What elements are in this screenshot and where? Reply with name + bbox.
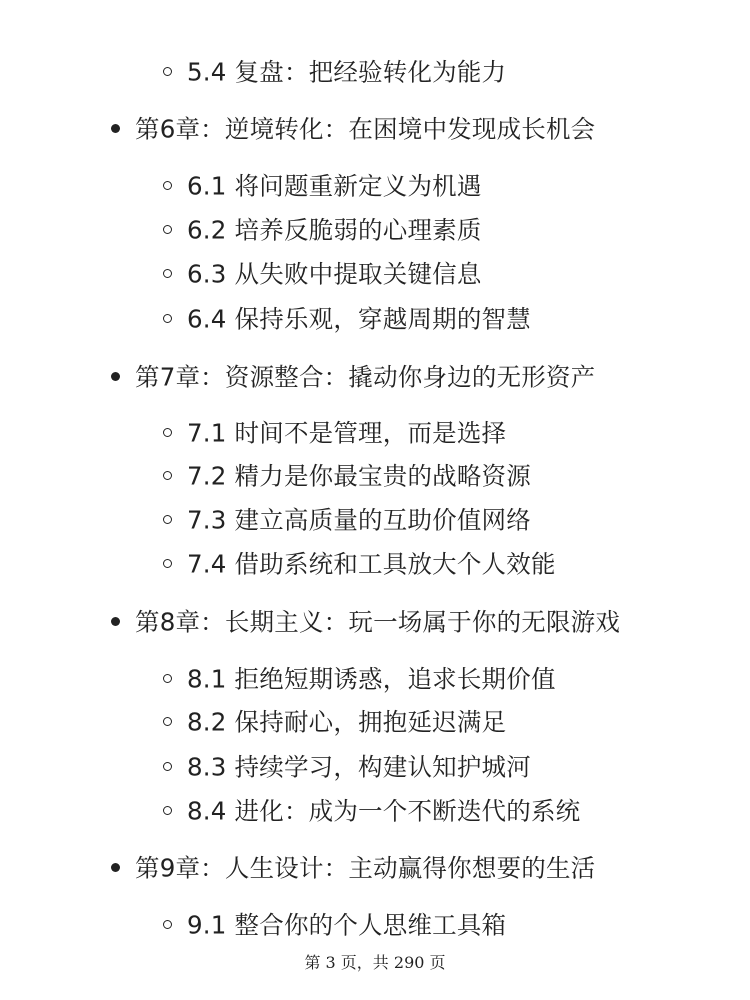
toc-chapter-label: 第8章：长期主义：玩一场属于你的无限游戏 (135, 607, 621, 637)
toc-section-9-1 (0, 907, 506, 942)
circle-bullet-icon (163, 314, 172, 323)
toc-section-label: 7.2 精力是你最宝贵的战略资源 (187, 461, 531, 491)
toc-chapter-8 (0, 604, 620, 639)
toc-section-label: 8.2 保持耐心，拥抱延迟满足 (187, 707, 507, 737)
toc-section-label: 6.3 从失败中提取关键信息 (187, 259, 482, 289)
toc-section-label: 6.1 将问题重新定义为机遇 (187, 171, 482, 201)
toc-section-7-2 (0, 458, 531, 493)
toc-section-label: 7.1 时间不是管理，而是选择 (187, 418, 507, 448)
circle-bullet-icon (163, 515, 172, 524)
toc-section-label: 6.2 培养反脆弱的心理素质 (187, 215, 482, 245)
page-number-label: 第 3 页，共 290 页 (304, 953, 446, 972)
toc-section-label: 8.4 进化：成为一个不断迭代的系统 (187, 796, 581, 826)
toc-section-6-3 (0, 256, 482, 291)
disc-bullet-icon (111, 372, 120, 381)
toc-section-8-3 (0, 749, 531, 784)
toc-section-label: 6.4 保持乐观，穿越周期的智慧 (187, 304, 531, 334)
circle-bullet-icon (163, 806, 172, 815)
toc-section-8-4 (0, 793, 580, 828)
page-footer (0, 950, 750, 973)
circle-bullet-icon (163, 269, 172, 278)
circle-bullet-icon (163, 762, 172, 771)
toc-section-6-2 (0, 212, 482, 247)
circle-bullet-icon (163, 471, 172, 480)
circle-bullet-icon (163, 559, 172, 568)
toc-chapter-6 (0, 111, 595, 146)
toc-section-6-1 (0, 168, 482, 203)
toc-section-label: 8.1 拒绝短期诱惑，追求长期价值 (187, 664, 556, 694)
toc-section-label: 7.4 借助系统和工具放大个人效能 (187, 549, 556, 579)
toc-chapter-label: 第6章：逆境转化：在困境中发现成长机会 (135, 114, 596, 144)
circle-bullet-icon (163, 225, 172, 234)
disc-bullet-icon (111, 863, 120, 872)
circle-bullet-icon (163, 181, 172, 190)
circle-bullet-icon (163, 428, 172, 437)
toc-section-8-1 (0, 661, 556, 696)
circle-bullet-icon (163, 717, 172, 726)
toc-section-6-4 (0, 301, 531, 336)
toc-section-7-4 (0, 546, 556, 581)
toc-chapter-label: 第7章：资源整合：撬动你身边的无形资产 (135, 362, 596, 392)
circle-bullet-icon (163, 674, 172, 683)
disc-bullet-icon (111, 617, 120, 626)
toc-chapter-9 (0, 850, 595, 885)
circle-bullet-icon (163, 67, 172, 76)
toc-section-label: 5.4 复盘：把经验转化为能力 (187, 57, 507, 87)
toc-section-7-1 (0, 415, 506, 450)
disc-bullet-icon (111, 124, 120, 133)
toc-section-5-4 (0, 54, 506, 89)
toc-section-label: 9.1 整合你的个人思维工具箱 (187, 910, 507, 940)
toc-section-label: 8.3 持续学习，构建认知护城河 (187, 752, 531, 782)
circle-bullet-icon (163, 920, 172, 929)
toc-section-8-2 (0, 704, 506, 739)
toc-chapter-label: 第9章：人生设计：主动赢得你想要的生活 (135, 853, 596, 883)
toc-section-7-3 (0, 502, 531, 537)
toc-chapter-7 (0, 359, 595, 394)
toc-section-label: 7.3 建立高质量的互助价值网络 (187, 505, 531, 535)
